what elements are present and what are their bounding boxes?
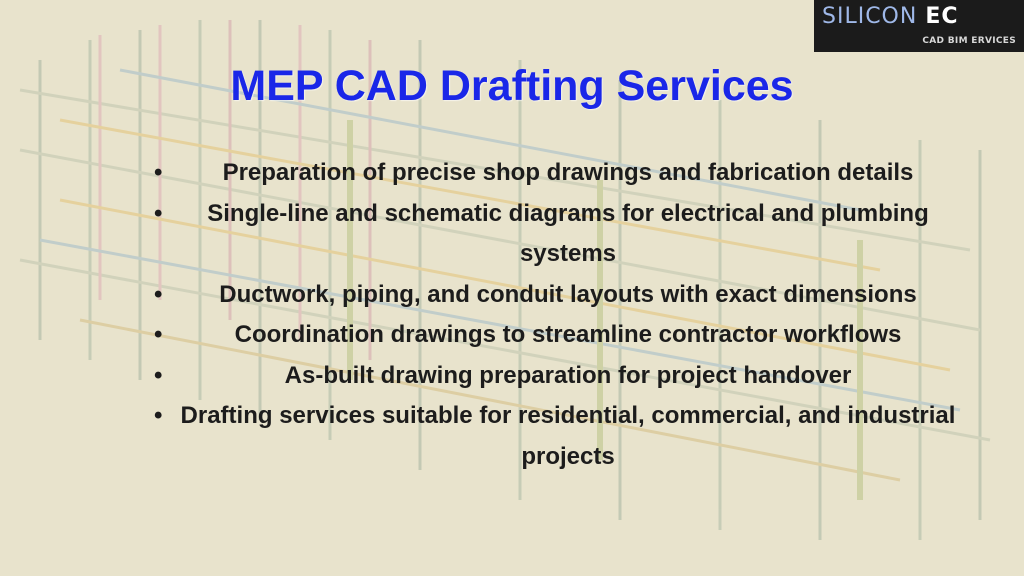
list-item-text: Single-line and schematic diagrams for electrical and plumbing systems <box>207 199 929 267</box>
list-item <box>150 356 962 397</box>
list-item-text: Preparation of precise shop drawings and fabrication details <box>222 159 914 186</box>
slide-title: MEP CAD Drafting Services <box>230 62 794 110</box>
list-item <box>150 396 962 477</box>
list-item-text: As-built drawing preparation for project handover <box>284 361 852 389</box>
logo-tagline: CAD BIM ERVICES <box>922 36 1016 46</box>
logo-text-silicon: SILICON <box>822 4 926 29</box>
bullet-icon: • <box>154 159 163 186</box>
company-logo <box>814 0 1024 52</box>
list-item-text: Drafting services suitable for residential, commercial, and industrial projects <box>180 402 956 470</box>
bullet-icon: • <box>154 321 163 348</box>
service-bullet-list <box>150 153 962 477</box>
list-item <box>150 153 962 194</box>
bullet-icon: • <box>154 280 163 308</box>
list-item <box>150 275 962 316</box>
list-item-text: Coordination drawings to streamline contractor workflows <box>234 321 902 348</box>
logo-wordmark <box>822 4 1020 29</box>
list-item <box>150 315 962 356</box>
list-item <box>150 194 962 275</box>
bullet-icon: • <box>154 402 163 429</box>
list-item-text: Ductwork, piping, and conduit layouts with exact dimensions <box>219 280 917 308</box>
bullet-icon: • <box>154 361 163 389</box>
bullet-icon: • <box>154 199 163 227</box>
logo-text-ec: EC <box>925 4 959 29</box>
